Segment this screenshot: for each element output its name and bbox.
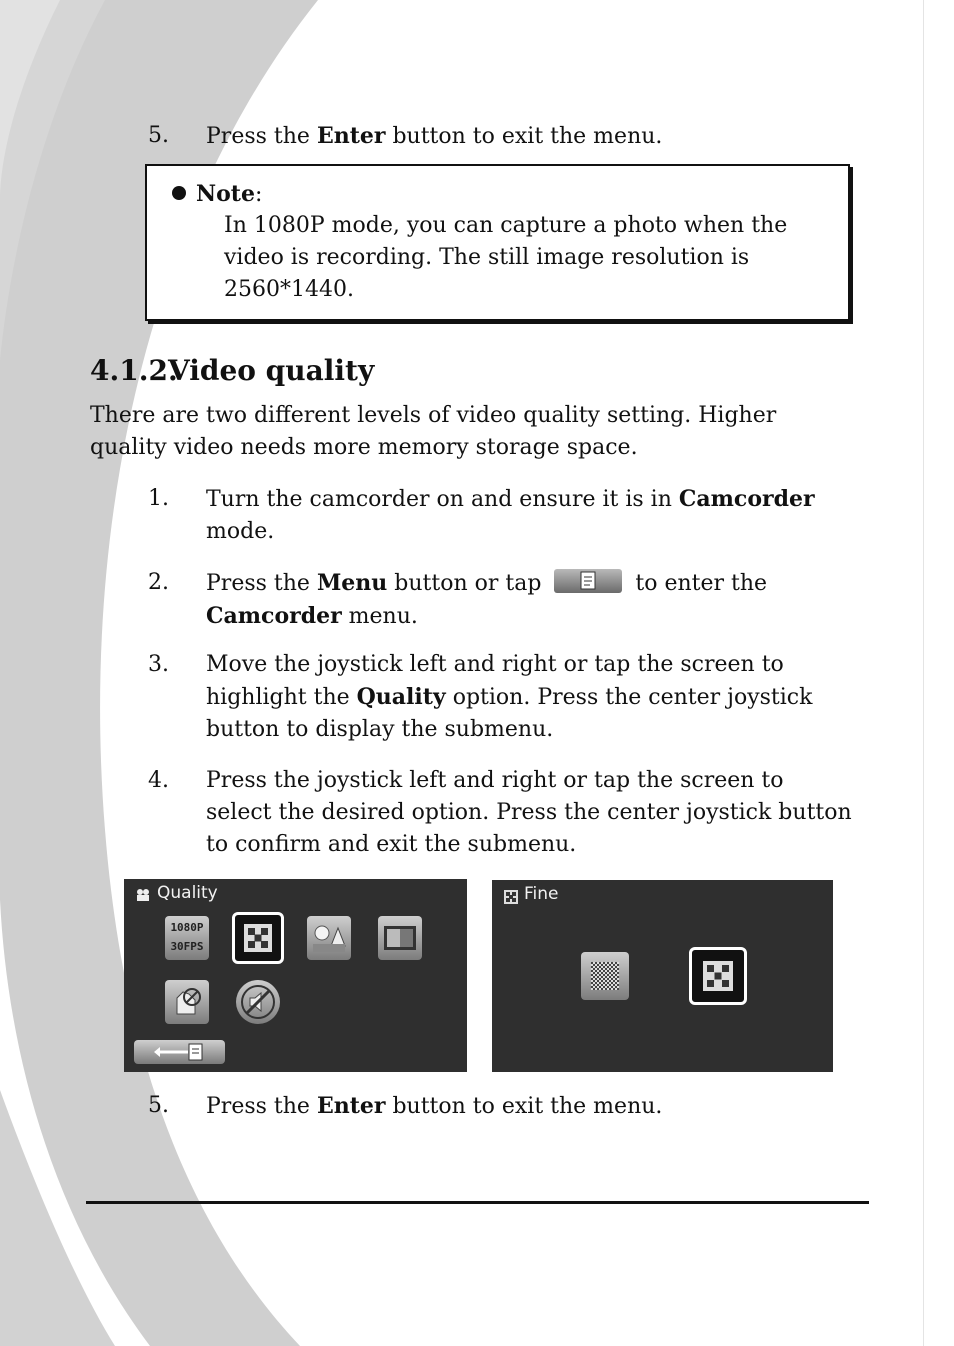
resolution-1080p-icon: 1080P 30FPS xyxy=(165,916,209,960)
quality-icon xyxy=(232,912,284,964)
super-fine-quality-icon xyxy=(581,952,629,1000)
section-intro: There are two different levels of video quality setting. Higher quality video needs more memory storage space. xyxy=(90,403,777,460)
step-text: Press the joystick left and right or tap the screen to select the desired option. Press the center joystick button to confirm and exit the submenu. xyxy=(206,768,852,857)
menu-button-icon xyxy=(554,569,622,593)
step-number: 4. xyxy=(148,768,169,793)
section-heading: 4.1.2.Video quality xyxy=(90,354,375,387)
quality-menu-screenshot xyxy=(124,879,467,1072)
fine-submenu-screenshot xyxy=(492,880,833,1072)
step-number: 1. xyxy=(148,486,169,511)
step-text: Press the Enter button to exit the menu. xyxy=(206,123,663,149)
step-text: Turn the camcorder on and ensure it is in Camcorder mode. xyxy=(206,486,815,544)
fine-quality-option-icon xyxy=(689,947,747,1005)
note-box xyxy=(145,164,850,321)
camcorder-icon xyxy=(135,887,153,903)
screen-title: Quality xyxy=(157,883,218,903)
note-body: In 1080P mode, you can capture a photo when the video is recording. The still image resolution is 2560*1440. xyxy=(224,213,788,302)
fine-quality-icon xyxy=(503,889,519,905)
right-margin-line xyxy=(923,0,924,1346)
mute-icon xyxy=(236,980,280,1024)
footer-rule xyxy=(86,1201,869,1204)
step-text: Press the Menu button or tap to enter the Camcorder menu. xyxy=(206,570,768,629)
effect-icon xyxy=(378,916,422,960)
step-number: 5. xyxy=(148,123,169,148)
back-button-icon xyxy=(134,1040,225,1064)
step-number: 3. xyxy=(148,652,169,677)
screen-title: Fine xyxy=(524,884,559,904)
stabilization-icon xyxy=(165,980,209,1024)
step-number: 5. xyxy=(148,1093,169,1118)
scene-icon xyxy=(307,916,351,960)
step-number: 2. xyxy=(148,570,169,595)
bullet-icon xyxy=(172,186,186,200)
note-heading: Note: xyxy=(172,178,262,211)
step-text: Move the joystick left and right or tap the screen to highlight the Quality option. Press the center joystick button to display the submenu. xyxy=(206,652,813,742)
step-text: Press the Enter button to exit the menu. xyxy=(206,1093,663,1119)
